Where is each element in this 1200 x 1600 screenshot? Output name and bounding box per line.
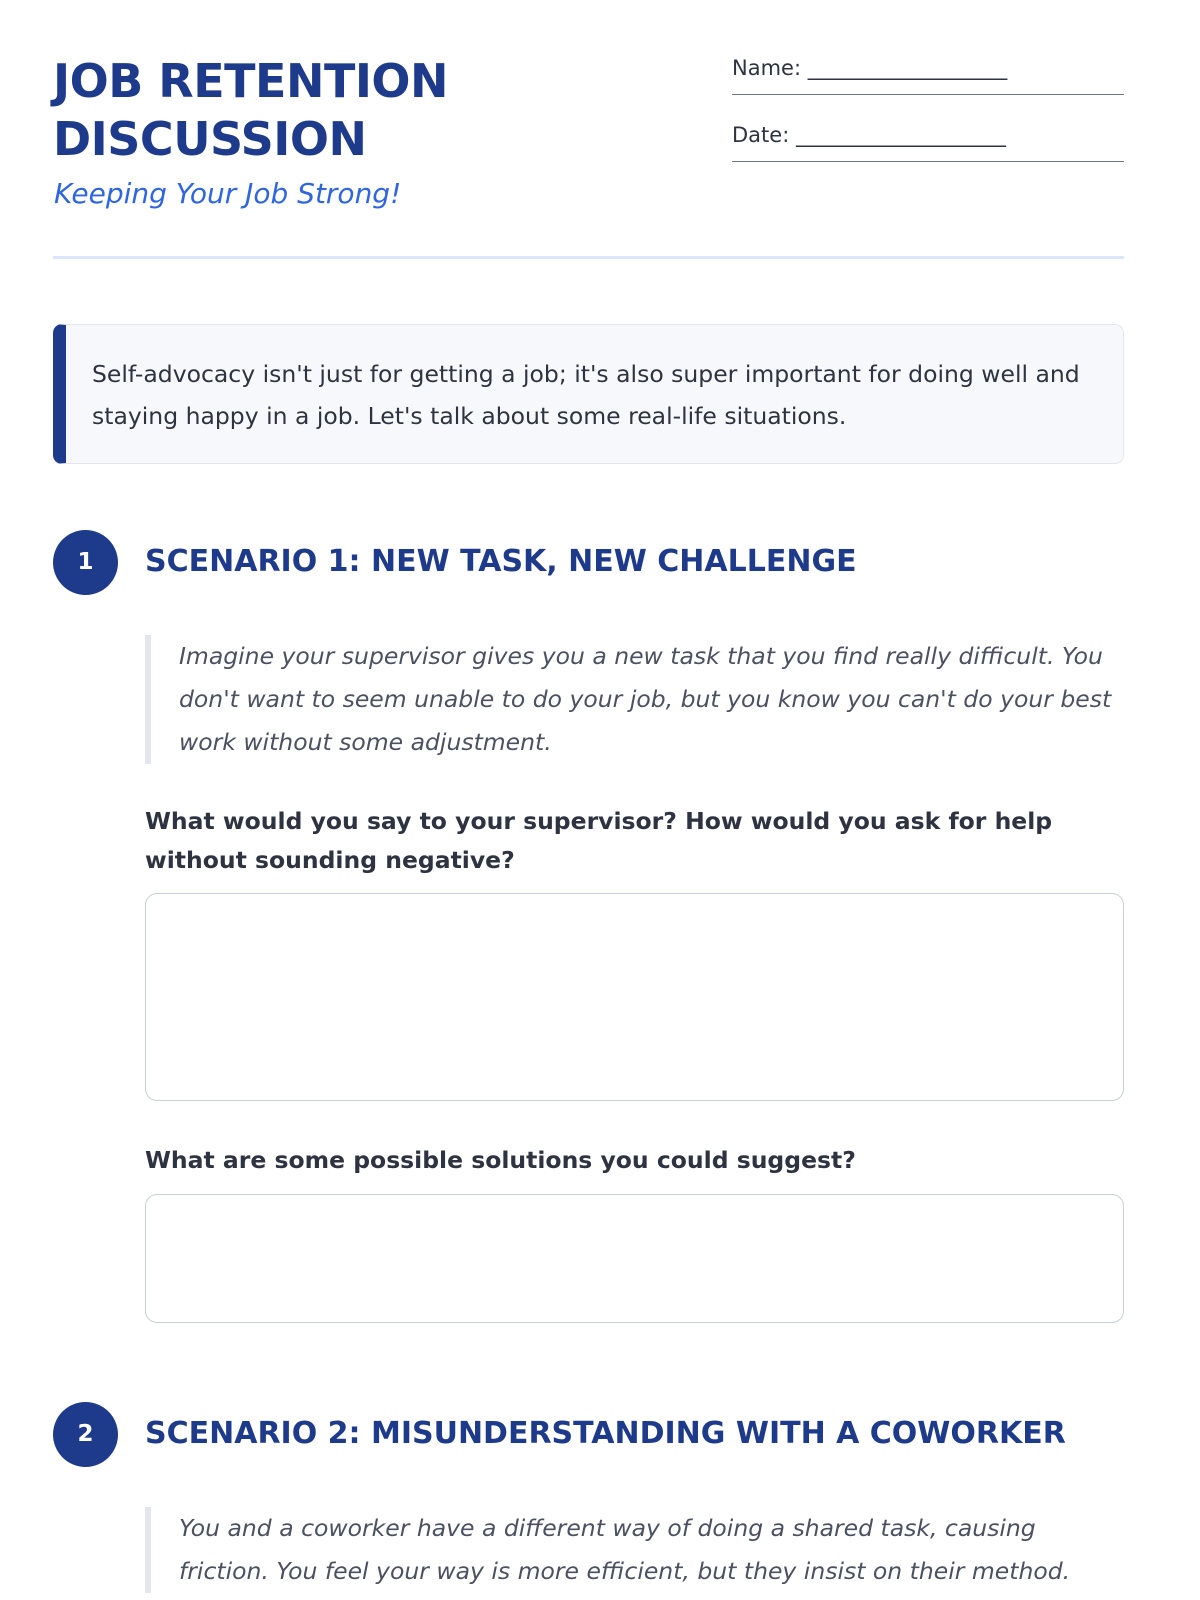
page-title-line-1: JOB RETENTION [53,54,449,108]
page-title [53,52,653,168]
scenario-1-question-1: What would you say to your supervisor? How would you ask for help without sounding negative? [145,807,1053,874]
scenario-1-answer-2-field[interactable] [145,1194,1124,1323]
scenario-1-heading: SCENARIO 1: NEW TASK, NEW CHALLENGE [145,544,857,579]
scenario-1-description: Imagine your supervisor gives you a new task that you find really difficult. You don't want to seem unable to do your job, but you know you can't do your best work without some adjustment. [145,635,1124,764]
intro-callout [53,324,1124,464]
scenario-1-question-2: What are some possible solutions you could suggest? [145,1146,856,1174]
intro-text: Self-advocacy isn't just for getting a job; it's also super important for doing well and staying happy in a job. Let's talk about some real-life situations. [92,360,1080,430]
page-subtitle: Keeping Your Job Strong! [54,177,402,210]
header-divider [53,256,1124,259]
page-title-line-2: DISCUSSION [53,112,367,166]
scenario-1-answer-1-field[interactable] [145,893,1124,1101]
name-field-label: Name: ___________________ [732,56,1008,80]
scenario-2-number-badge: 2 [53,1402,118,1467]
date-field-label: Date: ____________________ [732,123,1006,147]
scenario-2-heading: SCENARIO 2: MISUNDERSTANDING WITH A COWORKER [145,1416,1066,1451]
scenario-1-number-badge: 1 [53,530,118,595]
name-field[interactable] [732,54,1124,95]
scenario-2-description: You and a coworker have a different way of doing a shared task, causing friction. You feel your way is more efficient, but they insist on their method. [145,1507,1124,1593]
date-field[interactable] [732,121,1124,162]
